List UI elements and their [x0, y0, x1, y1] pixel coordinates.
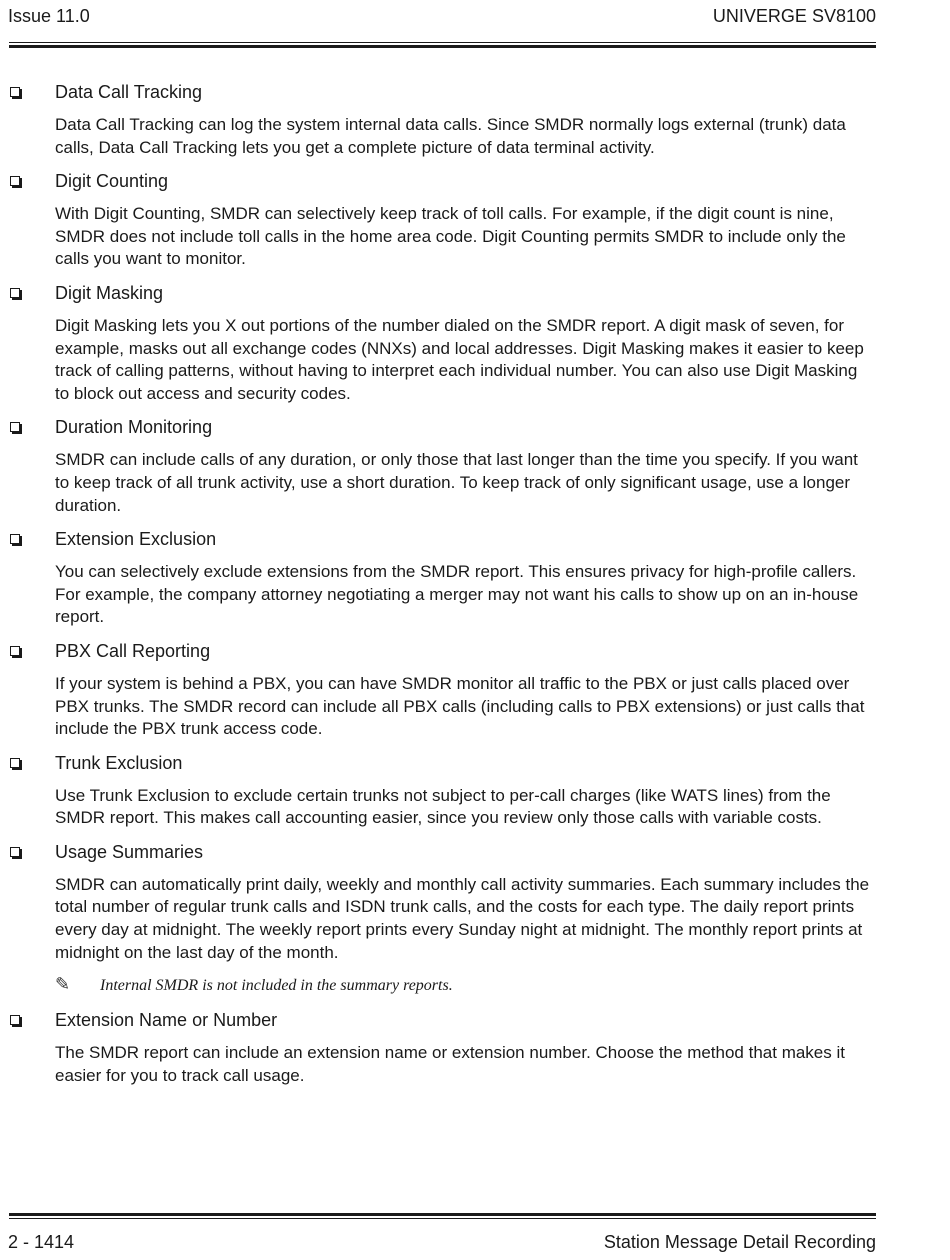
- item-body: The SMDR report can include an extension name or extension number. Choose the method that makes it easier for you to track call usage.: [55, 1043, 845, 1085]
- item-title: Digit Counting: [55, 171, 169, 192]
- checkbox-bullet-icon: [10, 288, 20, 298]
- header-issue: Issue 11.0: [8, 6, 90, 26]
- header-product: UNIVERGE SV8100: [712, 6, 876, 26]
- list-item: [0, 415, 950, 517]
- item-body: SMDR can automatically print daily, weekly and monthly call activity summaries. Each summary includes the total number of regular trunk calls and ISDN trunk calls, and the costs for each type. The daily report prints every day at midnight. The weekly report prints every Sunday night at midnight. The monthly report prints at midnight on the last day of the month.: [55, 874, 870, 962]
- list-item: [0, 1008, 950, 1087]
- checkbox-bullet-icon: [10, 758, 20, 768]
- page-number: 2 - 1414: [8, 1232, 75, 1252]
- checkbox-bullet-icon: [10, 847, 20, 857]
- item-title: Extension Name or Number: [55, 1010, 278, 1031]
- header-rule: [9, 42, 876, 48]
- note-text: Internal SMDR is not included in the summary reports.: [100, 977, 453, 995]
- checkbox-bullet-icon: [10, 176, 20, 186]
- item-title: Trunk Exclusion: [55, 752, 183, 773]
- item-title: Duration Monitoring: [55, 417, 213, 438]
- list-item: [0, 639, 950, 741]
- list-item: [0, 751, 950, 830]
- item-body: Data Call Tracking can log the system internal data calls. Since SMDR normally logs external (trunk) data calls, Data Call Tracking lets you get a complete picture of data terminal activity.: [55, 115, 846, 157]
- item-body: Use Trunk Exclusion to exclude certain trunks not subject to per-call charges (like WATS lines) from the SMDR report. This makes call accounting easier, since you review only those calls with variable costs.: [55, 785, 831, 828]
- item-body: SMDR can include calls of any duration, or only those that last longer than the time you specify. If you want to keep track of all trunk activity, use a short duration. To keep track of only significant usage, use a longer duration.: [55, 450, 858, 515]
- list-item: [0, 527, 950, 629]
- list-item: [0, 80, 950, 159]
- footer-rule: [9, 1213, 876, 1219]
- pencil-icon: ✎: [55, 974, 71, 996]
- item-title: Data Call Tracking: [55, 82, 203, 102]
- item-body: With Digit Counting, SMDR can selectively keep track of toll calls. For example, if the digit count is nine, SMDR does not include toll calls in the home area code. Digit Counting permits SMDR to include only the calls you want to monitor.: [55, 204, 846, 269]
- item-title: PBX Call Reporting: [55, 640, 211, 661]
- list-item: [0, 169, 950, 271]
- checkbox-bullet-icon: [10, 87, 20, 97]
- checkbox-bullet-icon: [10, 422, 20, 432]
- checkbox-bullet-icon: [10, 534, 20, 544]
- item-title: Usage Summaries: [55, 841, 204, 862]
- section-title: Station Message Detail Recording: [603, 1232, 876, 1252]
- item-body: You can selectively exclude extensions from the SMDR report. This ensures privacy for high-profile callers. For example, the company attorney negotiating a merger may not want his calls to show up on an in-house report.: [55, 562, 859, 627]
- feature-list: [0, 80, 950, 1097]
- item-title: Digit Masking: [55, 282, 164, 303]
- item-title: Extension Exclusion: [55, 529, 217, 550]
- list-item: [0, 840, 950, 964]
- list-item: [0, 281, 950, 405]
- checkbox-bullet-icon: [10, 646, 20, 656]
- item-body: Digit Masking lets you X out portions of the number dialed on the SMDR report. A digit mask of seven, for example, masks out all exchange codes (NNXs) and local addresses. Digit Masking makes it easier to keep track of calling patterns, without having to interpret each individual number. You can also use Digit Masking to block out access and security codes.: [55, 315, 864, 403]
- item-body: If your system is behind a PBX, you can have SMDR monitor all traffic to the PBX or just calls placed over PBX trunks. The SMDR record can include all PBX calls (including calls to PBX extensions) or just calls that include the PBX trunk access code.: [55, 673, 865, 739]
- note: [0, 974, 950, 1000]
- checkbox-bullet-icon: [10, 1015, 20, 1025]
